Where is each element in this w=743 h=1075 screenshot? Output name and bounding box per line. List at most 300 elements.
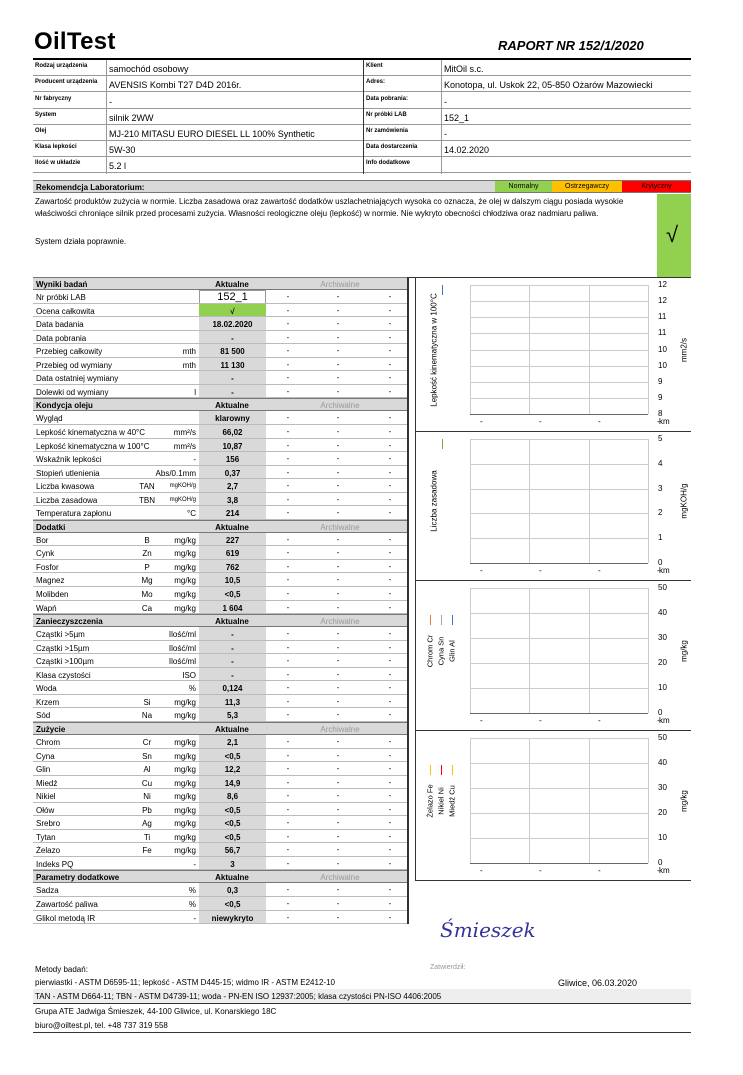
grid-vline xyxy=(529,588,530,713)
info-row-line xyxy=(33,140,691,141)
archive-1: - xyxy=(286,508,290,518)
x-tick: - xyxy=(480,716,483,725)
info-key: Rodzaj urządzenia xyxy=(35,63,88,69)
grid-vline xyxy=(589,285,590,414)
row-value: 2,1 xyxy=(226,737,239,747)
row-unit: mg/kg xyxy=(174,805,196,815)
archive-1: - xyxy=(286,696,290,706)
x-tick: - xyxy=(657,417,660,426)
archive-3: - xyxy=(388,656,392,666)
archive-3: - xyxy=(388,831,392,841)
methods-line-2: TAN - ASTM D664-11; TBN - ASTM D4739-11; woda - PN-EN ISO 12937:2005; klasa czystości PN-ISO 4406:2005 xyxy=(35,992,442,1001)
row-value: 152_1 xyxy=(217,291,248,303)
row-label: Krzem xyxy=(36,697,60,707)
info-value: 5W-30 xyxy=(109,145,136,155)
info-value: MitOil s.c. xyxy=(444,64,484,74)
x-tick: - xyxy=(657,866,660,875)
row-value: 2,7 xyxy=(226,482,239,492)
row-unit: mg/kg xyxy=(174,832,196,842)
row-unit: mg/kg xyxy=(174,549,196,559)
grid-line xyxy=(470,285,648,286)
archive-1: - xyxy=(286,373,290,383)
x-tick: - xyxy=(657,716,660,725)
y-axis-label: Lepkość kinematyczna w 100°C xyxy=(429,292,439,407)
archive-3: - xyxy=(388,454,392,464)
archive-2: - xyxy=(336,332,340,342)
archive-3: - xyxy=(388,899,392,908)
grid-line xyxy=(470,588,648,589)
row-value: 3,8 xyxy=(226,495,239,505)
charts-bottom xyxy=(415,880,691,881)
x-tick: - xyxy=(539,866,542,875)
y-tick: 12 xyxy=(658,280,667,289)
info-row-line xyxy=(33,75,691,76)
row-label: Zawartość paliwa xyxy=(36,900,98,909)
grid-vline xyxy=(589,738,590,863)
col-current: Aktualne xyxy=(215,724,249,734)
archive-2: - xyxy=(336,696,340,706)
archive-3: - xyxy=(388,534,392,544)
col-current: Aktualne xyxy=(215,873,249,883)
archive-1: - xyxy=(286,440,290,450)
archive-2: - xyxy=(336,292,340,301)
section-title: Zanieczyszczenia xyxy=(36,617,103,627)
x-unit: km xyxy=(659,566,670,575)
archive-3: - xyxy=(388,413,392,423)
row-value: niewykryto xyxy=(211,913,254,923)
row-unit: mth xyxy=(182,360,196,370)
row-value: 3 xyxy=(230,859,235,869)
archive-2: - xyxy=(336,481,340,491)
archive-1: - xyxy=(286,777,290,787)
archive-2: - xyxy=(336,845,340,855)
row-label: Sód xyxy=(36,711,51,721)
archive-2: - xyxy=(336,777,340,787)
row-symbol: Ag xyxy=(142,819,152,829)
archive-2: - xyxy=(336,426,340,436)
section-title: Dodatki xyxy=(36,522,66,532)
info-key: Adres: xyxy=(366,79,386,85)
row-value: - xyxy=(231,630,234,640)
archive-3: - xyxy=(388,481,392,491)
row-label: Miedź xyxy=(36,778,58,788)
row-value: 12,2 xyxy=(224,765,241,775)
archive-2: - xyxy=(336,642,340,652)
row-unit: mg/kg xyxy=(174,603,196,613)
row-value: 18.02.2020 xyxy=(212,320,253,330)
archive-2: - xyxy=(336,454,340,464)
x-tick: - xyxy=(539,417,542,426)
y-tick: 11 xyxy=(658,328,667,338)
info-divider xyxy=(363,60,364,174)
row-unit: l xyxy=(194,387,196,397)
row-label: Srebro xyxy=(36,819,61,829)
info-key: Nr zamówienia xyxy=(366,128,409,134)
y-tick: 20 xyxy=(658,658,667,667)
row-unit: mg/kg xyxy=(174,576,196,586)
row-unit: mg/kg xyxy=(174,778,196,788)
row-symbol: Sn xyxy=(142,751,152,761)
row-value: 66,02 xyxy=(222,427,243,437)
archive-2: - xyxy=(336,683,340,693)
archive-3: - xyxy=(388,575,392,585)
grid-line xyxy=(470,838,648,839)
grid-vline xyxy=(648,285,649,414)
reco-text-2: System działa poprawnie. xyxy=(35,237,127,246)
grid-vline xyxy=(648,738,649,863)
row-label: Lepkość kinematyczna w 100°C xyxy=(36,441,150,451)
row-unit: mg/kg xyxy=(174,737,196,747)
archive-3: - xyxy=(388,750,392,760)
row-symbol: P xyxy=(144,562,150,572)
row-label: Ocena całkowita xyxy=(36,306,95,316)
y-tick: 3 xyxy=(658,483,663,493)
company-contact: biuro@oiltest.pl, tel. +48 737 319 558 xyxy=(35,1021,168,1030)
col-archive: Archiwalne xyxy=(320,617,360,627)
archive-3: - xyxy=(388,292,392,301)
row-value: <0,5 xyxy=(224,832,241,842)
info-value: 5.2 l xyxy=(109,161,127,171)
archive-3: - xyxy=(388,683,392,693)
row-value: √ xyxy=(230,306,235,316)
row-label: Molibden xyxy=(36,590,69,599)
section-title: Wyniki badań xyxy=(36,280,88,289)
x-tick: - xyxy=(480,866,483,875)
grid-line xyxy=(470,513,648,514)
section-title: Zużycie xyxy=(36,724,66,734)
row-label: Liczba kwasowa xyxy=(36,482,95,492)
row-value: 10,5 xyxy=(224,576,241,586)
archive-2: - xyxy=(336,413,340,423)
company-logo: OilTest xyxy=(34,28,116,55)
y-tick: 10 xyxy=(658,833,667,842)
archive-3: - xyxy=(388,494,392,504)
row-label: Klasa czystości xyxy=(36,670,91,680)
archive-3: - xyxy=(388,548,392,558)
archive-3: - xyxy=(388,885,392,895)
row-unit: % xyxy=(188,886,196,896)
y-axis-label: Miedź Cu xyxy=(447,784,457,817)
row-label: Bor xyxy=(36,535,49,545)
col-current: Aktualne xyxy=(215,280,249,289)
archive-1: - xyxy=(286,426,290,436)
row-label: Dolewki od wymiany xyxy=(36,387,109,397)
row-unit: % xyxy=(188,900,196,909)
archive-3: - xyxy=(388,305,392,315)
archive-3: - xyxy=(388,332,392,342)
info-key: Nr fabryczny xyxy=(35,96,72,102)
row-unit: ISO xyxy=(182,670,196,680)
archive-1: - xyxy=(286,332,290,342)
row-unit: Ilość/ml xyxy=(168,643,196,653)
row-unit: - xyxy=(193,913,196,923)
grid-vline xyxy=(648,439,649,563)
y-tick: 2 xyxy=(658,508,663,518)
x-tick: - xyxy=(598,716,601,725)
y-tick: 10 xyxy=(658,683,667,692)
y-axis-label: Żelazo Fe xyxy=(425,783,435,818)
archive-3: - xyxy=(388,561,392,571)
row-symbol: B xyxy=(144,535,150,545)
row-value: <0,5 xyxy=(224,805,241,815)
row-line xyxy=(33,923,407,924)
archive-3: - xyxy=(388,912,392,922)
archive-3: - xyxy=(388,373,392,383)
row-label: Cząstki >15µm xyxy=(36,643,90,653)
row-unit: mg/kg xyxy=(174,751,196,761)
archive-2: - xyxy=(336,602,340,612)
row-value: 0,3 xyxy=(226,886,239,896)
row-label: Wapń xyxy=(36,603,57,613)
row-value: <0,5 xyxy=(224,751,241,761)
archive-1: - xyxy=(286,305,290,315)
row-label: Liczba zasadowa xyxy=(36,495,98,505)
archive-1: - xyxy=(286,413,290,423)
archive-1: - xyxy=(286,548,290,558)
row-value: - xyxy=(231,387,234,397)
info-key: Data pobrania: xyxy=(366,96,409,102)
y-axis-label: Liczba zasadowa xyxy=(429,470,439,532)
row-label: Woda xyxy=(36,684,57,694)
archive-1: - xyxy=(286,831,290,841)
grid-line xyxy=(470,350,648,351)
table-right-border xyxy=(407,277,409,924)
archive-3: - xyxy=(388,710,392,720)
y-tick: 0 xyxy=(658,708,663,717)
row-unit: mg/kg xyxy=(174,562,196,572)
info-row-line xyxy=(33,91,691,92)
grid-vline xyxy=(470,439,471,563)
row-label: Sadza xyxy=(36,886,59,896)
info-key: Data dostarczenia xyxy=(366,144,418,150)
grid-vline xyxy=(529,738,530,863)
grid-line xyxy=(470,382,648,383)
row-value: 619 xyxy=(225,549,240,559)
grid-line xyxy=(470,317,648,318)
grid-line xyxy=(470,366,648,367)
row-symbol: Mg xyxy=(141,576,153,586)
archive-1: - xyxy=(286,602,290,612)
legend-marker xyxy=(430,765,431,775)
row-symbol: Mo xyxy=(141,590,153,599)
row-label: Data pobrania xyxy=(36,333,87,343)
grid-line xyxy=(470,738,648,739)
row-unit: mg/kg xyxy=(174,765,196,775)
x-tick: - xyxy=(539,716,542,725)
status-normal: Normalny xyxy=(495,181,552,192)
archive-1: - xyxy=(286,359,290,369)
grid-vline xyxy=(470,588,471,713)
y-tick: 5 xyxy=(658,434,663,443)
company-address: Grupa ATE Jadwiga Śmieszek, 44-100 Gliwice, ul. Konarskiego 18C xyxy=(35,1007,277,1016)
archive-1: - xyxy=(286,589,290,598)
reco-title: Rekomendcja Laboratorium: xyxy=(36,183,145,192)
grid-line xyxy=(470,398,648,399)
row-unit: °C xyxy=(187,509,196,519)
info-key: Nr próbki LAB xyxy=(366,112,407,118)
y-axis-label: Chrom Cr xyxy=(425,634,435,667)
row-label: Nr próbki LAB xyxy=(36,293,86,302)
archive-3: - xyxy=(388,858,392,868)
row-value: 1 604 xyxy=(222,603,243,613)
grid-vline xyxy=(648,588,649,713)
grid-vline xyxy=(589,588,590,713)
row-symbol: Cr xyxy=(142,737,152,747)
methods-line-1: pierwiastki - ASTM D6595-11; lepkość - ASTM D445-15; widmo IR - ASTM E2412-10 xyxy=(35,978,335,987)
row-unit: mm²/s xyxy=(173,427,196,437)
row-unit: Ilość/ml xyxy=(168,657,196,667)
x-unit: km xyxy=(659,716,670,725)
archive-3: - xyxy=(388,736,392,746)
archive-1: - xyxy=(286,454,290,464)
archive-2: - xyxy=(336,629,340,639)
grid-vline xyxy=(529,285,530,414)
row-label: Lepkość kinematyczna w 40°C xyxy=(36,427,146,437)
archive-2: - xyxy=(336,508,340,518)
archive-1: - xyxy=(286,561,290,571)
methods-title: Metody badań: xyxy=(35,965,88,974)
archive-2: - xyxy=(336,467,340,477)
row-unit: Abs/0.1mm xyxy=(155,468,196,478)
row-label: Cząstki >5µm xyxy=(36,630,85,640)
y-axis-unit: mg/kg xyxy=(679,789,689,812)
row-value: - xyxy=(231,643,234,653)
signature: Śmieszek xyxy=(440,918,536,942)
grid-line xyxy=(470,763,648,764)
archive-1: - xyxy=(286,818,290,828)
row-unit: mth xyxy=(182,347,196,357)
section-title: Parametry dodatkowe xyxy=(36,873,120,883)
row-symbol: Pb xyxy=(142,805,152,815)
row-symbol: Si xyxy=(143,697,151,707)
archive-2: - xyxy=(336,736,340,746)
grid-line xyxy=(470,301,648,302)
y-tick: 9 xyxy=(658,376,663,386)
info-row-line xyxy=(33,124,691,125)
info-key: Info dodatkowe xyxy=(366,160,410,166)
x-axis xyxy=(470,563,648,564)
archive-2: - xyxy=(336,319,340,329)
row-label: Cyna xyxy=(36,751,55,761)
archive-1: - xyxy=(286,804,290,814)
row-value: <0,5 xyxy=(224,590,241,599)
archive-1: - xyxy=(286,642,290,652)
row-unit: mg/kg xyxy=(174,792,196,802)
archive-2: - xyxy=(336,791,340,801)
y-tick: 10 xyxy=(658,344,667,354)
row-label: Glikol metodą IR xyxy=(36,913,96,923)
archive-1: - xyxy=(286,736,290,746)
info-row-line xyxy=(33,156,691,157)
row-label: Nikiel xyxy=(36,792,56,802)
row-value: - xyxy=(231,657,234,667)
legend-marker xyxy=(441,615,442,625)
chart-panel xyxy=(415,277,691,431)
row-value: 156 xyxy=(225,455,240,465)
archive-2: - xyxy=(336,373,340,383)
archive-2: - xyxy=(336,899,340,908)
info-value: 14.02.2020 xyxy=(444,145,490,155)
row-value: 11 130 xyxy=(220,360,245,370)
archive-3: - xyxy=(388,426,392,436)
x-tick: - xyxy=(598,566,601,575)
grid-line xyxy=(470,538,648,539)
archive-1: - xyxy=(286,764,290,774)
x-tick: - xyxy=(480,566,483,575)
archive-1: - xyxy=(286,467,290,477)
archive-2: - xyxy=(336,669,340,679)
row-symbol: TBN xyxy=(139,495,155,505)
archive-3: - xyxy=(388,791,392,801)
grid-vline xyxy=(529,439,530,563)
archive-3: - xyxy=(388,845,392,855)
info-value: MJ-210 MITASU EURO DIESEL LL 100% Synthetic xyxy=(109,129,315,139)
grid-line xyxy=(470,464,648,465)
row-label: Ołów xyxy=(36,805,55,815)
row-symbol: Al xyxy=(143,765,151,775)
col-current: Aktualne xyxy=(215,617,249,627)
row-label: Wskaźnik lepkości xyxy=(36,455,102,465)
archive-3: - xyxy=(388,508,392,518)
y-tick: 9 xyxy=(658,392,663,402)
archive-1: - xyxy=(286,710,290,720)
info-value: - xyxy=(109,97,112,107)
x-tick: - xyxy=(598,417,601,426)
legend-marker xyxy=(442,285,443,295)
y-tick: 40 xyxy=(658,758,667,767)
x-tick: - xyxy=(480,417,483,426)
x-axis xyxy=(470,713,648,714)
grid-line xyxy=(470,663,648,664)
row-value: 11,3 xyxy=(224,697,241,707)
archive-3: - xyxy=(388,696,392,706)
archive-2: - xyxy=(336,346,340,356)
y-tick: 40 xyxy=(658,608,667,617)
y-tick: 30 xyxy=(658,633,667,642)
place-date: Gliwice, 06.03.2020 xyxy=(558,978,638,988)
archive-3: - xyxy=(388,804,392,814)
archive-1: - xyxy=(286,629,290,639)
row-label: Magnez xyxy=(36,576,65,586)
row-value: 10,87 xyxy=(222,441,243,451)
chart-panel xyxy=(415,431,691,580)
archive-3: - xyxy=(388,818,392,828)
row-unit: - xyxy=(193,455,196,465)
approved-label: Zatwierdził: xyxy=(430,964,466,971)
y-axis-label: Cyna Sn xyxy=(436,636,446,665)
y-axis-label: Nikiel Ni xyxy=(436,786,446,815)
reco-text: Zawartość produktów zużycia w normie. Liczba zasadowa oraz zawartość dodatków uszlachetniających wysoka co oznacza, że olej w dalszym ciągu posiada wysokie właściwości chroniące silnik przed procesami zużycia. Własności reologiczne oleju (lepkość) w normie. Nie wykryto obecności chłodziwa oraz nadmiaru paliwa. xyxy=(35,197,624,218)
row-label: Indeks PQ xyxy=(36,859,74,869)
legend-marker xyxy=(442,439,443,449)
archive-1: - xyxy=(286,481,290,491)
row-value: 214 xyxy=(225,509,240,519)
archive-3: - xyxy=(388,346,392,356)
y-tick: 50 xyxy=(658,733,667,742)
row-symbol: Ni xyxy=(143,792,151,802)
col-current: Aktualne xyxy=(215,522,249,532)
archive-1: - xyxy=(286,292,290,301)
legend-marker xyxy=(452,765,453,775)
grid-line xyxy=(470,613,648,614)
info-value: samochód osobowy xyxy=(109,64,189,74)
row-unit: mg/kg xyxy=(174,846,196,856)
row-unit: - xyxy=(193,859,196,869)
archive-3: - xyxy=(388,440,392,450)
status-warning: Ostrzegawczy xyxy=(552,181,622,192)
archive-1: - xyxy=(286,683,290,693)
row-label: Wygląd xyxy=(36,414,63,424)
